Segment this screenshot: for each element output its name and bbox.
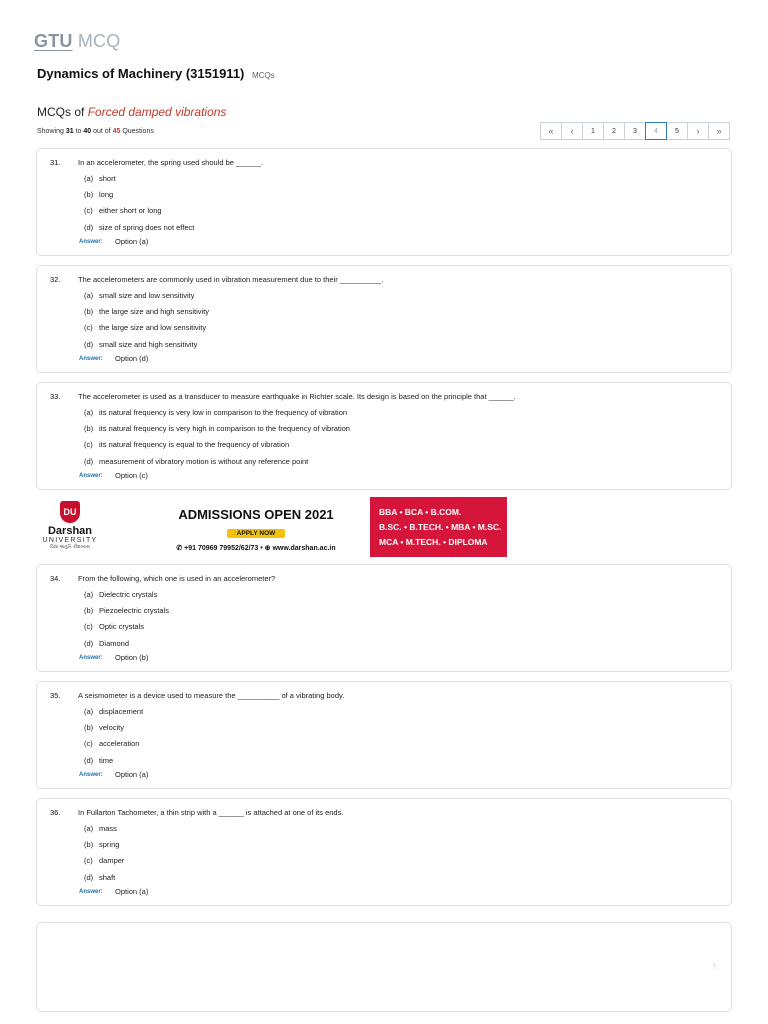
question-text: In an accelerometer, the spring used should be ______.: [78, 158, 264, 167]
option-item: [84, 424, 350, 440]
option-item: [84, 408, 350, 424]
option-item: [84, 622, 169, 638]
logo-strong: GTU: [34, 31, 73, 51]
option-label: (b): [84, 190, 94, 200]
option-label: (d): [84, 872, 94, 882]
showing-from: 31: [65, 128, 74, 135]
option-text: shaft: [99, 872, 116, 882]
question-number: 32.: [50, 275, 61, 284]
answer-value: Option (a): [115, 770, 149, 779]
ad-headline-block: [146, 507, 366, 552]
university-tagline: વિદ્યા અનુતિ કૌશલ્યમ્: [50, 544, 90, 549]
question-card: [36, 382, 732, 490]
question-number: 33.: [50, 392, 61, 401]
question-number: 35.: [50, 691, 61, 700]
ad-courses-line-3: MCA • M.TECH. • DIPLOMA: [379, 537, 488, 547]
scroll-to-top-icon[interactable]: ↑: [712, 961, 717, 972]
option-text: velocity: [99, 723, 125, 733]
answer-row: [79, 237, 148, 246]
question-card: [36, 681, 732, 789]
option-label: (b): [84, 424, 94, 434]
option-item: [84, 856, 124, 872]
option-label: (b): [84, 723, 94, 733]
course-title: [37, 66, 275, 81]
university-name: Darshan: [47, 525, 93, 537]
option-item: [84, 174, 194, 190]
option-label: (a): [84, 174, 94, 183]
question-text: The accelerometer is used as a transducer to measure earthquake in Richter scale. Its design is based on the principle that ______.: [78, 392, 516, 401]
option-item: [84, 590, 169, 606]
option-item: [84, 190, 194, 206]
option-list: [84, 707, 143, 772]
option-label: (d): [84, 339, 94, 349]
option-item: [84, 440, 350, 456]
answer-label: Answer:: [79, 238, 103, 245]
ad-courses-panel: [370, 497, 507, 557]
option-item: [84, 723, 143, 739]
ad-courses-line-1: BBA • BCA • B.COM.: [379, 507, 462, 517]
option-text: small size and low sensitivity: [99, 291, 195, 300]
page-link-2[interactable]: 2: [603, 122, 625, 140]
option-label: (a): [84, 291, 94, 300]
university-emblem-icon: DU: [60, 501, 80, 523]
pagination: [541, 122, 730, 140]
option-text: Dielectric crystals: [99, 590, 158, 599]
showing-out-of: out of: [93, 128, 111, 135]
question-text: In Fullarton Tachometer, a thin strip with a ______ is attached at one of its ends.: [78, 808, 344, 817]
showing-to-word: to: [75, 128, 82, 135]
question-number: 31.: [50, 158, 61, 167]
option-text: the large size and low sensitivity: [99, 323, 207, 333]
option-item: [84, 307, 209, 323]
option-list: [84, 824, 124, 889]
option-item: [84, 323, 209, 339]
showing-suffix: Questions: [122, 128, 154, 135]
section-topic: Forced damped vibrations: [87, 105, 227, 119]
option-item: [84, 739, 143, 755]
university-logo: [36, 501, 104, 549]
site-logo[interactable]: [34, 31, 120, 52]
question-number: 34.: [50, 574, 61, 583]
answer-value: Option (c): [115, 471, 148, 480]
option-text: measurement of vibratory motion is without any reference point: [99, 456, 309, 466]
option-list: [84, 291, 209, 356]
option-text: size of spring does not effect: [99, 222, 195, 232]
ad-banner[interactable]: [36, 497, 507, 557]
answer-label: Answer:: [79, 771, 103, 778]
question-card: [36, 798, 732, 906]
course-tag: MCQs: [252, 71, 275, 80]
option-item: [84, 606, 169, 622]
page-link-4-current[interactable]: 4: [645, 122, 667, 140]
option-text: acceleration: [99, 739, 140, 749]
next-page-icon[interactable]: ›: [687, 122, 709, 140]
page-link-5[interactable]: 5: [666, 122, 688, 140]
option-label: (b): [84, 840, 94, 850]
option-label: (c): [84, 739, 93, 749]
answer-row: [79, 770, 148, 779]
section-title: [37, 105, 226, 119]
answer-row: [79, 471, 148, 480]
option-text: displacement: [99, 707, 144, 716]
showing-label: Showing: [37, 128, 64, 135]
option-label: (c): [84, 440, 93, 450]
answer-label: Answer:: [79, 888, 103, 895]
option-text: mass: [99, 824, 117, 833]
question-number: 36.: [50, 808, 61, 817]
answer-value: Option (d): [115, 354, 149, 363]
ad-contact: ✆ +91 70969 79952/62/73 • ⊕ www.darshan.ac.in: [176, 545, 336, 552]
question-card: [36, 148, 732, 256]
option-label: (d): [84, 638, 94, 648]
question-card: [36, 564, 732, 672]
option-item: [84, 824, 124, 840]
option-text: spring: [99, 840, 120, 850]
showing-total: 45: [112, 128, 121, 135]
answer-row: [79, 354, 148, 363]
course-name: Dynamics of Machinery (3151911): [37, 66, 245, 81]
results-summary: [37, 128, 154, 135]
option-list: [84, 174, 194, 239]
option-text: either short or long: [99, 206, 162, 216]
answer-value: Option (b): [115, 653, 149, 662]
option-label: (c): [84, 323, 93, 333]
option-label: (b): [84, 606, 94, 616]
question-text: A seismometer is a device used to measure the __________ of a vibrating body.: [78, 691, 345, 700]
answer-value: Option (a): [115, 237, 149, 246]
option-text: its natural frequency is very low in comparison to the frequency of vibration: [99, 408, 348, 417]
answer-label: Answer:: [79, 654, 103, 661]
option-text: damper: [99, 856, 125, 866]
option-list: [84, 590, 169, 655]
showing-to: 40: [83, 128, 92, 135]
option-text: time: [99, 755, 114, 765]
option-item: [84, 840, 124, 856]
option-label: (c): [84, 622, 93, 632]
option-text: small size and high sensitivity: [99, 339, 198, 349]
option-text: short: [99, 174, 116, 183]
option-text: its natural frequency is equal to the frequency of vibration: [99, 440, 290, 450]
answer-label: Answer:: [79, 355, 103, 362]
question-text: From the following, which one is used in an accelerometer?: [78, 574, 276, 583]
university-word: UNIVERSITY: [42, 537, 98, 544]
option-text: Diamond: [99, 638, 130, 648]
page-link-3[interactable]: 3: [624, 122, 646, 140]
option-label: (a): [84, 408, 94, 417]
ad-headline: ADMISSIONS OPEN 2021: [178, 507, 334, 522]
option-label: (b): [84, 307, 94, 317]
answer-value: Option (a): [115, 887, 149, 896]
first-page-icon[interactable]: «: [540, 122, 562, 140]
ad-placeholder: [36, 922, 732, 1012]
option-label: (a): [84, 707, 94, 716]
option-label: (a): [84, 824, 94, 833]
answer-row: [79, 653, 148, 662]
option-label: (d): [84, 222, 94, 232]
page-link-1[interactable]: 1: [582, 122, 604, 140]
option-text: Piezoelectric crystals: [99, 606, 170, 616]
ad-courses-line-2: B.SC. • B.TECH. • MBA • M.SC.: [379, 522, 502, 532]
option-item: [84, 707, 143, 723]
logo-light: MCQ: [77, 31, 121, 51]
prev-page-icon[interactable]: ‹: [561, 122, 583, 140]
last-page-icon[interactable]: »: [708, 122, 730, 140]
option-label: (a): [84, 590, 94, 599]
answer-row: [79, 887, 148, 896]
option-item: [84, 291, 209, 307]
apply-now-button[interactable]: APPLY NOW: [227, 529, 286, 538]
option-text: its natural frequency is very high in comparison to the frequency of vibration: [99, 424, 350, 434]
section-prefix: MCQs of: [37, 105, 85, 119]
option-label: (d): [84, 755, 94, 765]
option-text: the large size and high sensitivity: [99, 307, 210, 317]
answer-label: Answer:: [79, 472, 103, 479]
option-item: [84, 206, 194, 222]
option-text: Optic crystals: [99, 622, 145, 632]
question-card: [36, 265, 732, 373]
option-label: (c): [84, 206, 93, 216]
option-list: [84, 408, 350, 473]
question-text: The accelerometers are commonly used in vibration measurement due to their __________.: [78, 275, 384, 284]
option-label: (c): [84, 856, 93, 866]
option-label: (d): [84, 456, 94, 466]
option-text: long: [99, 190, 114, 200]
